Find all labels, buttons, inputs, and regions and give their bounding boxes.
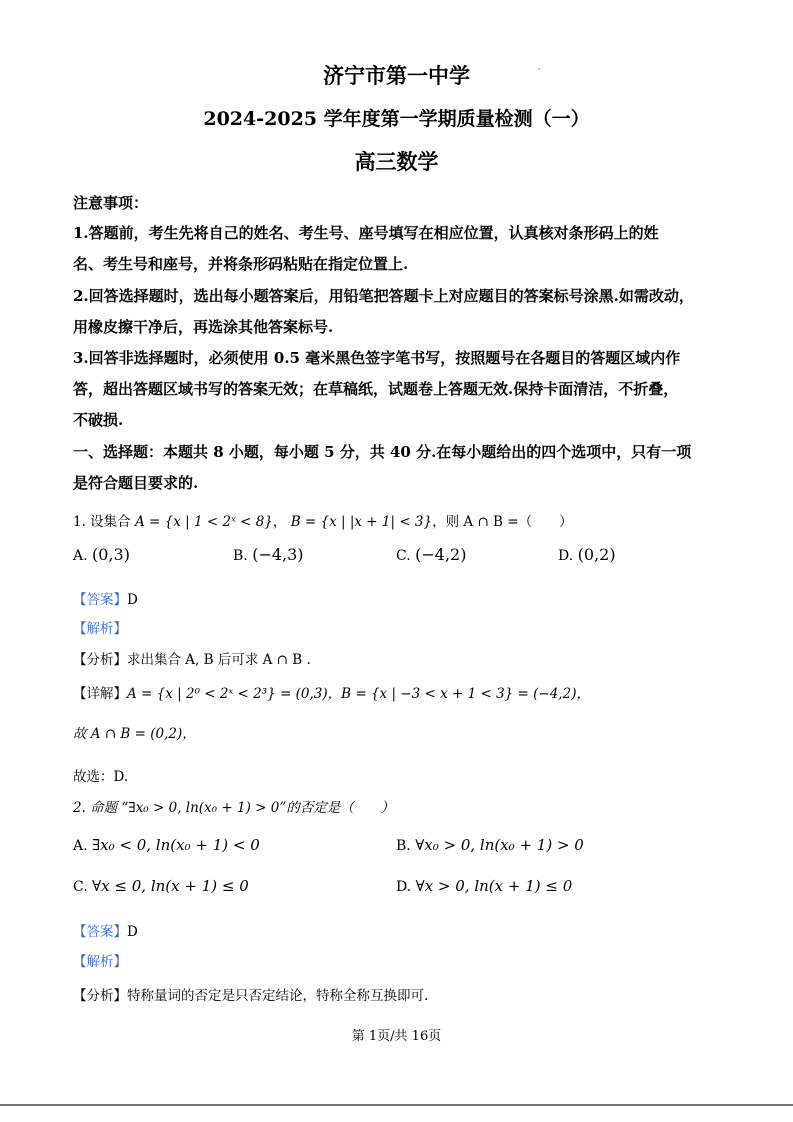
exam-title: 2024-2025 学年度第一学期质量检测（一） bbox=[203, 108, 590, 130]
option-label: D. bbox=[396, 879, 412, 895]
answer-value: D bbox=[127, 592, 138, 608]
q2-analysis-heading bbox=[73, 950, 127, 970]
fenxi-text: 特称量词的否定是只否定结论，特称全称互换即可. bbox=[127, 988, 429, 1004]
notice-line: 不破损. bbox=[73, 411, 124, 429]
subject-title: 高三数学 bbox=[354, 149, 439, 174]
detail-tag: 【详解】 bbox=[73, 686, 127, 702]
q1-prefix: 1. 设集合 bbox=[73, 514, 131, 530]
option-label: B. bbox=[396, 838, 411, 854]
option-label: A. bbox=[73, 838, 88, 854]
q1-detail bbox=[73, 682, 590, 702]
q1-ask: ，则 A ∩ B =（ ） bbox=[432, 514, 573, 530]
option-value: ∀x ≤ 0, ln(x + 1) ≤ 0 bbox=[92, 877, 249, 895]
q1-option-a bbox=[73, 545, 130, 564]
option-label: B. bbox=[233, 548, 248, 564]
notice-line: 用橡皮擦干净后，再选涂其他答案标号. bbox=[73, 318, 334, 336]
section-heading: 是符合题目要求的. bbox=[73, 474, 199, 492]
q1-fenxi bbox=[73, 648, 311, 668]
q2-answer bbox=[73, 920, 138, 940]
q2-option-c bbox=[73, 877, 249, 895]
option-value: (0,2) bbox=[577, 545, 616, 564]
option-value: (−4,3) bbox=[252, 545, 304, 564]
option-label: C. bbox=[396, 548, 411, 564]
section-heading: 一、选择题：本题共 8 小题，每小题 5 分，共 40 分.在每小题给出的四个选项中，只有一项 bbox=[73, 443, 692, 461]
notice-title: 注意事项： bbox=[73, 194, 149, 212]
q1-choose: 故选：D. bbox=[73, 769, 129, 785]
option-value: ∀x₀ > 0, ln(x₀ + 1) > 0 bbox=[415, 836, 584, 854]
option-value: ∀x > 0, ln(x + 1) ≤ 0 bbox=[415, 877, 573, 895]
notice-line: 3.回答非选择题时，必须使用 0.5 毫米黑色签字笔书写，按照题号在各题目的答题区域内作 bbox=[73, 349, 681, 367]
q2-fenxi bbox=[73, 984, 428, 1004]
bottom-divider bbox=[0, 1104, 793, 1106]
answer-value: D bbox=[127, 924, 138, 940]
q2-option-d bbox=[396, 877, 572, 895]
answer-tag: 【答案】 bbox=[73, 592, 127, 608]
therefore-text: 故 A ∩ B = (0,2)， bbox=[73, 726, 196, 742]
fenxi-tag: 【分析】 bbox=[73, 988, 127, 1004]
q1-option-b bbox=[233, 545, 304, 564]
notice-line: 1.答题前，考生先将自己的姓名、考生号、座号填写在相应位置，认真核对条形码上的姓 bbox=[73, 224, 659, 242]
school-title: 济宁市第一中学 bbox=[323, 63, 470, 88]
q1-set-b: B = {x | |x + 1| < 3} bbox=[290, 514, 433, 530]
q1-set-a: A = {x | 1 < 2ˣ < 8} bbox=[134, 514, 273, 530]
q2-stem-text: 2. 命题 “∃x₀ > 0, ln(x₀ + 1) > 0”的否定是（ ） bbox=[73, 800, 395, 816]
option-label: A. bbox=[73, 548, 88, 564]
q1-answer bbox=[73, 588, 138, 608]
fenxi-tag: 【分析】 bbox=[73, 652, 127, 668]
detail-text: A = {x | 2⁰ < 2ˣ < 2³} = (0,3)，B = {x | −3 < x + 1 < 3} = (−4,2)， bbox=[127, 686, 590, 702]
q1-sep: ， bbox=[272, 514, 287, 530]
q1-option-d bbox=[558, 545, 616, 564]
fenxi-text: 求出集合 A, B 后可求 A ∩ B . bbox=[127, 652, 311, 668]
option-value: (0,3) bbox=[92, 545, 130, 564]
notice-line: 名、考生号和座号，并将条形码粘贴在指定位置上. bbox=[73, 255, 409, 273]
q2-option-b bbox=[396, 836, 584, 854]
q1-option-c bbox=[396, 545, 466, 564]
option-value: ∃x₀ < 0, ln(x₀ + 1) < 0 bbox=[92, 836, 260, 854]
option-label: C. bbox=[73, 879, 88, 895]
analysis-tag: 【解析】 bbox=[73, 954, 127, 970]
answer-tag: 【答案】 bbox=[73, 924, 127, 940]
q1-analysis-heading bbox=[73, 617, 127, 637]
analysis-tag: 【解析】 bbox=[73, 621, 127, 637]
q2-option-a bbox=[73, 836, 260, 854]
question-1-stem bbox=[73, 510, 573, 530]
page-number: 第 1页/共 16页 bbox=[351, 1029, 442, 1044]
question-2-stem bbox=[73, 796, 394, 816]
notice-line: 2.回答选择题时，选出每小题答案后，用铅笔把答题卡上对应题目的答案标号涂黑.如需改动， bbox=[73, 287, 694, 305]
option-value: (−4,2) bbox=[415, 545, 467, 564]
notice-line: 答，超出答题区域书写的答案无效；在草稿纸，试题卷上答题无效.保持卡面清洁，不折叠， bbox=[73, 380, 679, 398]
q1-therefore bbox=[73, 722, 196, 742]
option-label: D. bbox=[558, 548, 574, 564]
